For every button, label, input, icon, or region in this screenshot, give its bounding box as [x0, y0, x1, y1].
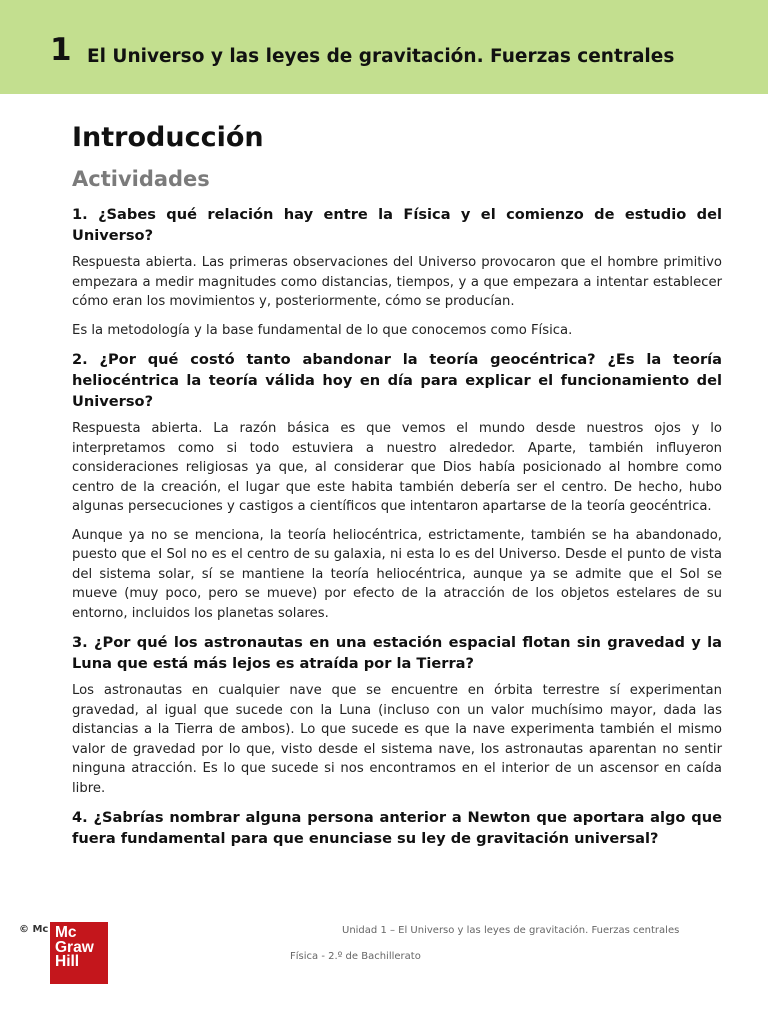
- activity-4: [72, 807, 722, 849]
- unit-number: 1: [50, 32, 72, 68]
- question-text: 3. ¿Por qué los astronautas en una estación espacial flotan sin gravedad y la Luna que está más lejos es atraída por la Tierra?: [72, 634, 722, 672]
- question-text: 4. ¿Sabrías nombrar alguna persona anterior a Newton que aportara algo que fuera fundamental para que enunciase su ley de gravitación universal?: [72, 809, 722, 847]
- logo-line: Graw: [55, 938, 94, 956]
- answer-paragraph: Respuesta abierta. Las primeras observaciones del Universo provocaron que el hombre primitivo empezara a medir magnitudes como distancias, tiempos, y a que empezara a intentar establecer cómo eran los movimientos y, posteriormente, cómo se producían.: [72, 255, 722, 309]
- answer-paragraph: Los astronautas en cualquier nave que se encuentre en órbita terrestre sí experimentan gravedad, al igual que sucede con la Luna (incluso con un valor muchísimo mayor, dada las distancias a la Tierra de ambos). Lo que sucede es que la nave experimenta también el mismo valor de gravedad por lo que, visto desde el sistema nave, los astronautas aparentan no sentir ninguna atracción. Es lo que sucede si nos encontramos en el interior de un ascensor en caída libre.: [72, 683, 722, 796]
- question-text: 1. ¿Sabes qué relación hay entre la Física y el comienzo de estudio del Universo?: [72, 206, 722, 244]
- answer-paragraph: Respuesta abierta. La razón básica es que vemos el mundo desde nuestros ojos y lo interpretamos como si todo estuviera a nuestro alrededor. Aparte, también influyeron consideraciones religiosas ya que, al considerar que Dios había posicionado al hombre como centro de la creación, el lugar que este habita también debería ser el centro. De hecho, hubo algunas persecuciones y castigos a científicos que intentaron apartarse de la teoría geocéntrica.: [72, 421, 722, 514]
- footer-course-text: Física - 2.º de Bachillerato: [290, 951, 421, 962]
- answer-paragraph: Es la metodología y la base fundamental de lo que conocemos como Física.: [72, 322, 573, 338]
- logo-line: Hill: [55, 953, 80, 970]
- logo-line: Mc: [55, 924, 77, 941]
- activity-3: [72, 632, 722, 798]
- page-header: [0, 0, 768, 94]
- activity-2: [72, 349, 722, 623]
- answer-paragraph: Aunque ya no se menciona, la teoría heliocéntrica, estrictamente, también se ha abandonado, puesto que el Sol no es el centro de su galaxia, ni esta lo es del Universo. Desde el punto de vista del sistema solar, sí se mantiene la teoría heliocéntrica, aunque ya se admite que el Sol se mueve (muy poco, pero se mueve) por efecto de la atracción de los objetos estelares de su entorno, incluidos los planetas solares.: [72, 527, 722, 621]
- activity-1: [72, 204, 722, 340]
- copyright-text: © Mc: [19, 924, 49, 935]
- unit-title: El Universo y las leyes de gravitación. Fuerzas centrales: [87, 46, 675, 67]
- page-title: Introducción: [72, 122, 264, 153]
- main-content: [72, 118, 722, 856]
- section-title: Actividades: [72, 167, 210, 191]
- question-text: 2. ¿Por qué costó tanto abandonar la teoría geocéntrica? ¿Es la teoría heliocéntrica la teoría válida hoy en día para explicar el funcionamiento del Universo?: [72, 351, 722, 410]
- footer-unit-text: Unidad 1 – El Universo y las leyes de gravitación. Fuerzas centrales: [342, 925, 680, 936]
- mcgraw-hill-logo: [50, 922, 108, 984]
